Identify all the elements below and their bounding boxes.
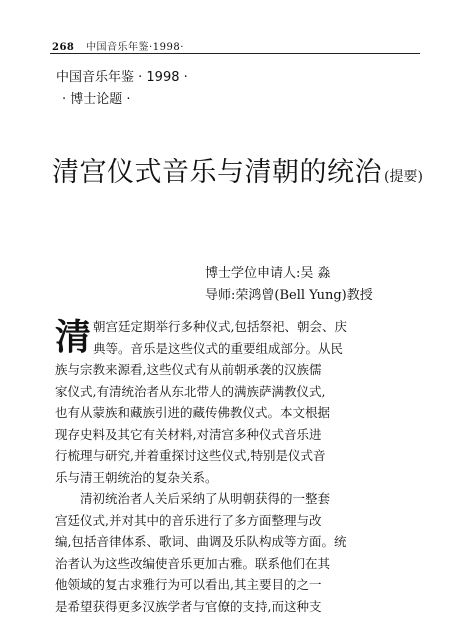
section-label-yearbook: 中国音乐年鉴 · 1998 · — [56, 66, 188, 85]
article-title-suffix: (提要) — [384, 169, 423, 185]
body-line: 乐与清王朝统治的复杂关系。 — [55, 467, 407, 489]
advisor-line: 导师:荣鸿曾(Bell Yung)教授 — [205, 284, 373, 303]
body-line: 清初统治者人关后采纳了从明朝获得的一整套 — [55, 488, 407, 510]
article-body — [55, 316, 407, 617]
journal-name: 中国音乐年鉴·1998· — [86, 42, 184, 53]
body-line: 现存史料及其它有关材料,对清宫多种仪式音乐进 — [55, 424, 407, 446]
header-rule — [50, 53, 420, 54]
body-line: 编,包括音律体系、歌词、曲调及乐队构成等方面。统 — [55, 531, 407, 553]
body-line: 行梳理与研究,并着重探讨这些仪式,特别是仪式音 — [55, 445, 407, 467]
body-line: 朝宫廷定期举行多种仪式,包括祭祀、朝会、庆 — [55, 316, 407, 338]
body-line: 宫廷仪式,并对其中的音乐进行了多方面整理与改 — [55, 510, 407, 532]
body-line: 典等。音乐是这些仪式的重要组成部分。从民 — [55, 338, 407, 360]
section-label-doctoral-topics: · 博士论题 · — [62, 88, 131, 107]
body-line: 治者认为这些改编使音乐更加古雅。联系他们在其 — [55, 553, 407, 575]
body-line: 是希望获得更多汉族学者与官僚的支持,而这种支 — [55, 596, 407, 617]
applicant-line: 博士学位申请人:吴 淼 — [205, 262, 331, 281]
article-title-main: 清宫仪式音乐与清朝的统治 — [52, 157, 382, 188]
page-number: 268 — [52, 42, 74, 53]
article-title — [52, 150, 423, 189]
drop-cap: 清 — [55, 318, 91, 358]
body-line: 也有从蒙族和藏族引进的藏传佛教仪式。本文根据 — [55, 402, 407, 424]
body-line: 族与宗教来源看,这些仪式有从前朝承袭的汉族儒 — [55, 359, 407, 381]
body-line: 家仪式,有清统治者从东北带人的满族萨满教仪式, — [55, 381, 407, 403]
body-line: 他领域的复古求雅行为可以看出,其主要目的之一 — [55, 574, 407, 596]
running-head — [52, 38, 184, 53]
